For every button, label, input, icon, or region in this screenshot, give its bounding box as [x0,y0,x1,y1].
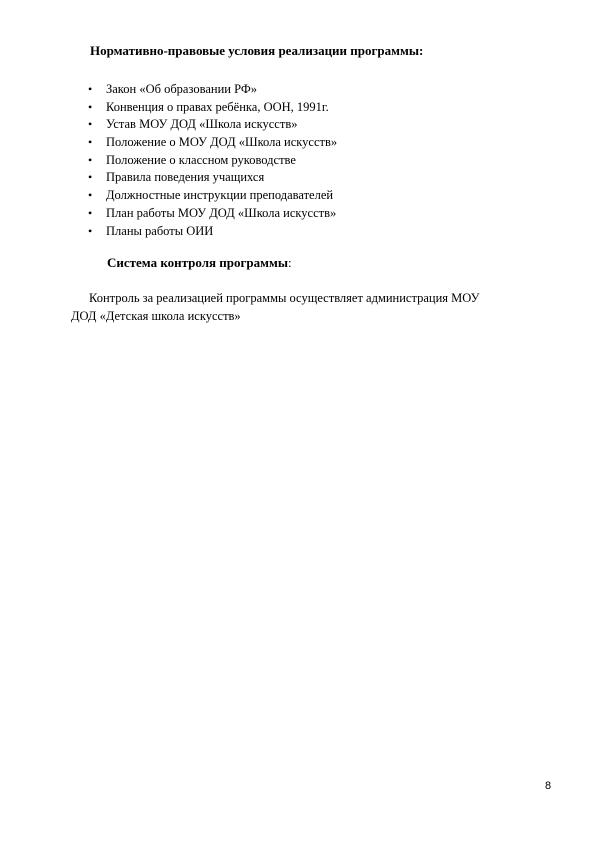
section-heading-control-system [107,255,292,271]
list-item-text: Конвенция о правах ребёнка, ООН, 1991г. [106,99,329,114]
bullet-icon: • [88,170,93,185]
bullet-icon: • [88,223,93,238]
control-paragraph [71,289,541,325]
paragraph-line: Контроль за реализацией программы осуществляет администрация МОУ [89,291,480,305]
list-item-text: План работы МОУ ДОД «Школа искусств» [106,205,337,220]
list-item-text: Правила поведения учащихся [106,170,265,185]
list-item-text: Должностные инструкции преподавателей [106,188,334,203]
list-item-text: Положение о МОУ ДОД «Школа искусств» [106,135,338,150]
section-heading-legal-conditions: Нормативно-правовые условия реализации программы: [90,43,424,58]
bullet-icon: • [88,99,93,114]
control-heading-text: Система контроля программы [107,255,289,270]
list-item-text: Планы работы ОИИ [106,223,214,238]
control-heading-colon: : [288,255,292,270]
page-number: 8 [545,780,552,792]
list-item-text: Закон «Об образовании РФ» [106,82,257,96]
bullet-icon: • [88,152,93,167]
bullet-icon: • [88,205,93,220]
bullet-icon: • [88,117,93,132]
paragraph-line: ДОД «Детская школа искусств» [71,309,241,323]
list-item-text: Положение о классном руководстве [106,152,296,167]
list-item-text: Устав МОУ ДОД «Школа искусств» [106,117,298,132]
bullet-icon: • [88,82,93,96]
bullet-icon: • [88,135,93,150]
bullet-icon: • [88,188,93,203]
